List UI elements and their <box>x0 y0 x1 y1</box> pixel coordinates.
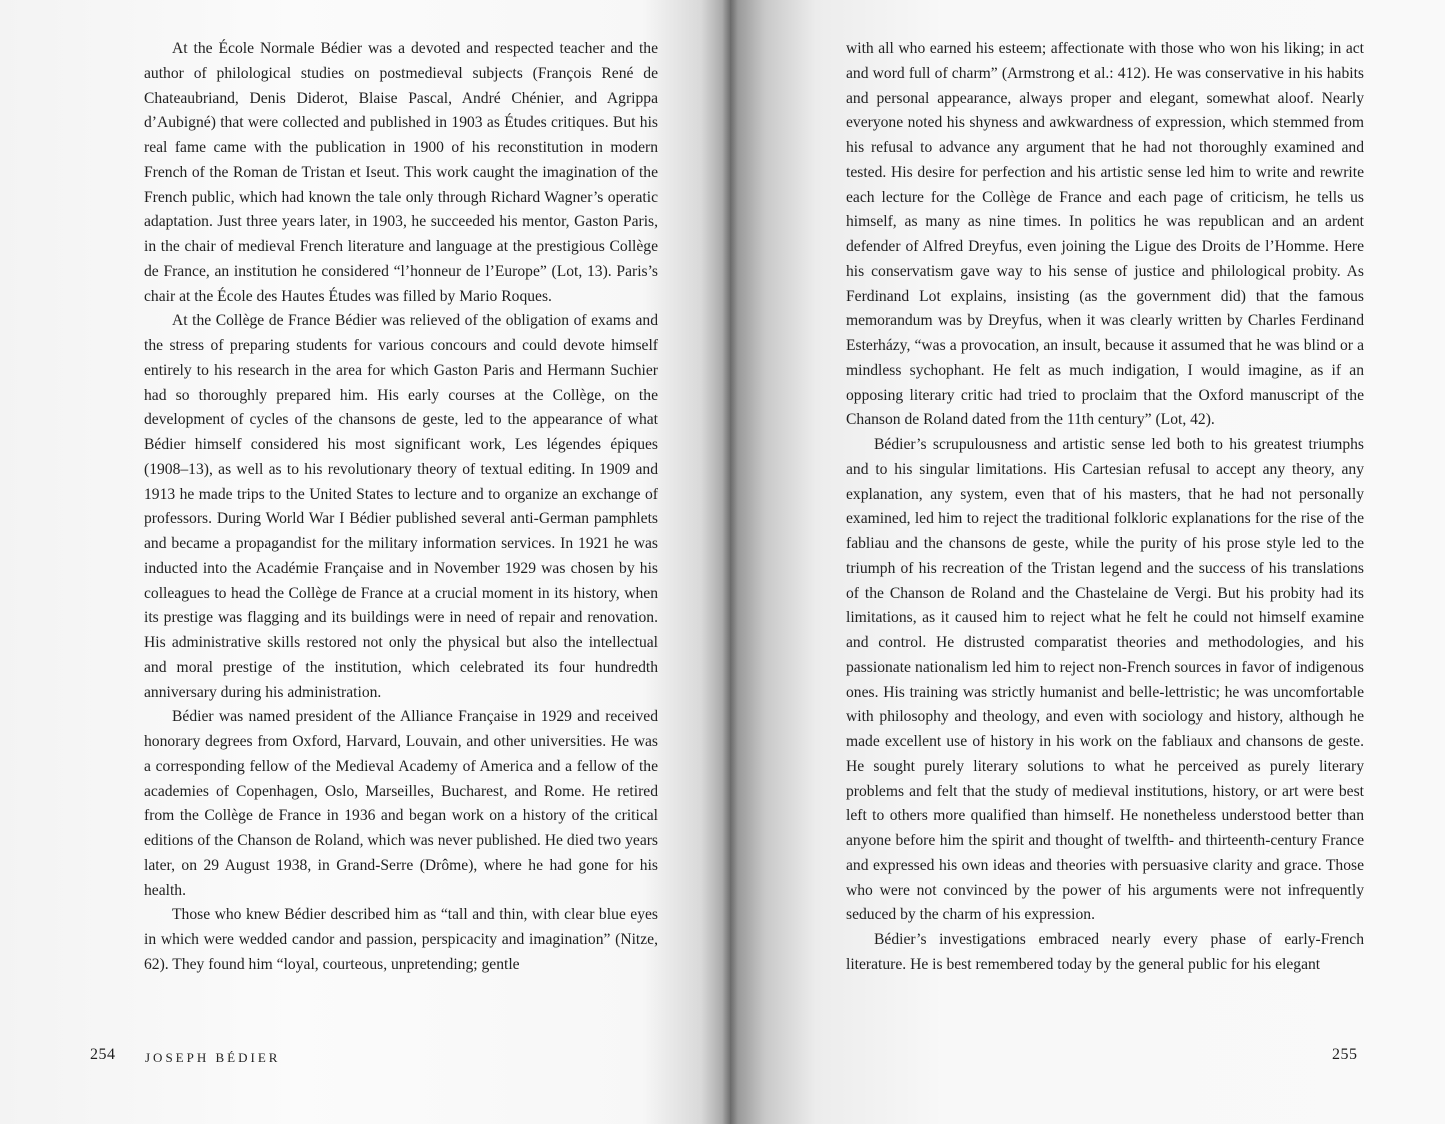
left-paragraph-3: Bédier was named president of the Alliance Française in 1929 and received honorary degrees from Oxford, Harvard, Louvain, and other universities. He was a corresponding fellow of the Medieval Academy of America and a fellow of the academies of Copenhagen, Oslo, Marseilles, Bucharest, and Rome. He retired from the Collège de France in 1936 and began work on a history of the critical editions of the Chanson de Roland, which was never published. He died two years later, on 29 August 1938, in Grand-Serre (Drôme), where he had gone for his health. <box>144 708 658 899</box>
right-paragraph-3: Bédier’s investigations embraced nearly every phase of early-French literature. He is best remembered today by the general public for his elegant <box>846 931 1364 973</box>
left-paragraph-1: At the École Normale Bédier was a devoted and respected teacher and the author of philological studies on postmedieval subjects (François René de Chateaubriand, Denis Diderot, Blaise Pascal, André Chénier, and Agrippa d’Aubigné) that were collected and published in 1903 as Études critiques. But his real fame came with the publication in 1900 of his reconstitution in modern French of the Roman de Tristan et Iseut. This work caught the imagination of the French public, which had known the tale only through Richard Wagner’s operatic adaptation. Just three years later, in 1903, he succeeded his mentor, Gaston Paris, in the chair of medieval French literature and language at the prestigious Collège de France, an institution he considered “l’honneur de l’Europe” (Lot, 13). Paris’s chair at the École des Hautes Études was filled by Mario Roques. <box>144 40 658 305</box>
left-page-number: 254 <box>90 1046 116 1063</box>
left-paragraph-2: At the Collège de France Bédier was relieved of the obligation of exams and the stress of preparing students for various concours and could devote himself entirely to his research in the area for which Gaston Paris and Hermann Suchier had so thoroughly prepared him. His early courses at the Collège, on the development of cycles of the chansons de geste, led to the appearance of what Bédier himself considered his most significant work, Les légendes épiques (1908–13), as well as to his revolutionary theory of textual editing. In 1909 and 1913 he made trips to the United States to lecture and to organize an exchange of professors. During World War I Bédier published several anti-German pamphlets and became a propagandist for the military information services. In 1921 he was inducted into the Académie Française and in November 1929 was chosen by his colleagues to head the Collège de France at a crucial moment in its history, when its prestige was flagging and its buildings were in need of repair and renovation. His administrative skills restored not only the physical but also the intellectual and moral prestige of the institution, which celebrated its four hundredth anniversary during his administration. <box>144 312 658 701</box>
left-paragraph-4: Those who knew Bédier described him as “tall and thin, with clear blue eyes in which were wedded candor and passion, perspicacity and imagination” (Nitze, 62). They found him “loyal, courteous, unpretending; gentle <box>144 906 658 973</box>
right-page-number: 255 <box>1332 1046 1358 1063</box>
left-page-body <box>144 37 658 978</box>
running-head: JOSEPH BÉDIER <box>145 1050 281 1065</box>
right-paragraph-1: with all who earned his esteem; affectionate with those who won his liking; in act and word full of charm” (Armstrong et al.: 412). He was conservative in his habits and personal appearance, always proper and elegant, somewhat aloof. Nearly everyone noted his shyness and awkwardness of expression, which stemmed from his refusal to advance any argument that he had not thoroughly examined and tested. His desire for perfection and his artistic sense led him to write and rewrite each lecture for the Collège de France and each page of criticism, he tells us himself, as many as nine times. In politics he was republican and an ardent defender of Alfred Dreyfus, even joining the Ligue des Droits de l’Homme. Here his conservatism gave way to his sense of justice and philological probity. As Ferdinand Lot explains, insisting (as the government did) that the famous memorandum was by Dreyfus, when it was clearly written by Charles Ferdinand Esterházy, “was a provocation, an insult, because it assumed that he was blind or a mindless sychophant. He felt as much indigation, I would imagine, as if an opposing literary critic had tried to proclaim that the Oxford manuscript of the Chanson de Roland dated from the 11th century” (Lot, 42). <box>846 40 1364 429</box>
book-gutter-shadow <box>722 0 738 1124</box>
right-page <box>730 0 1445 1124</box>
right-paragraph-2: Bédier’s scrupulousness and artistic sense led both to his greatest triumphs and to his singular limitations. His Cartesian refusal to accept any theory, any explanation, any system, even that of his masters, that he had not personally examined, led him to reject the traditional folkloric explanations for the rise of the fabliau and the chansons de geste, while the purity of his prose style led to the triumph of his recreation of the Tristan legend and the success of his translations of the Chanson de Roland and the Chastelaine de Vergi. But his probity had its limitations, as it caused him to reject what he felt he could not himself examine and control. He distrusted comparatist theories and methodologies, and his passionate nationalism led him to reject non-French sources in favor of indigenous ones. His training was strictly humanist and belle-lettristic; he was uncomfortable with philosophy and theology, and even with sociology and history, although he made excellent use of history in his work on the fabliaux and chansons de geste. He sought purely literary solutions to what he perceived as purely literary problems and felt that the study of medieval institutions, history, or art were best left to others more qualified than himself. He nonetheless understood better than anyone before him the spirit and thought of twelfth- and thirteenth-century France and expressed his own ideas and theories with persuasive clarity and grace. Those who were not convinced by the power of his arguments were not infrequently seduced by the charm of his expression. <box>846 436 1364 924</box>
right-page-body <box>846 37 1364 978</box>
